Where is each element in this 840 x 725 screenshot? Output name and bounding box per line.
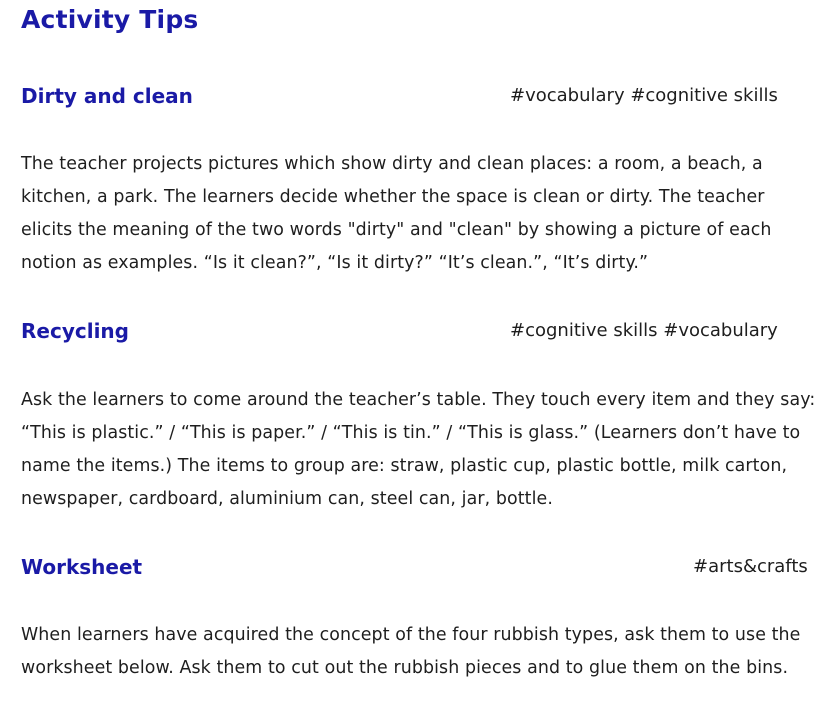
tip-body: When learners have acquired the concept of the four rubbish types, ask them to use the worksheet below. Ask them to cut out the rubbish pieces and to glue them on the bins. xyxy=(21,625,801,678)
tip-tags: #cognitive skills #vocabulary xyxy=(510,320,778,341)
tip-body: Ask the learners to come around the teacher’s table. They touch every item and they say: “This is plastic.” / “This is paper.” / “This is tin.” / “This is glass.” (Learners don’t have to name the items.) The items to group are: straw, plastic cup, plastic bottle, milk carton, newspaper, cardboard, aluminium can, steel can, jar, bottle. xyxy=(21,390,816,509)
tip-body: The teacher projects pictures which show dirty and clean places: a room, a beach, a kitchen, a park. The learners decide whether the space is clean or dirty. The teacher elicits the meaning of the two words "dirty" and "clean" by showing a picture of each notion as examples. “Is it clean?”, “Is it dirty?” “It’s clean.”, “It’s dirty.” xyxy=(21,154,772,273)
tip-title: Recycling xyxy=(21,319,129,343)
tip-header-dirty-and-clean xyxy=(21,81,814,111)
tip-tags: #vocabulary #cognitive skills xyxy=(510,85,778,106)
tip-header-recycling xyxy=(21,316,814,346)
tip-title: Worksheet xyxy=(21,555,143,579)
tip-title: Dirty and clean xyxy=(21,84,193,108)
tip-header-worksheet xyxy=(21,552,814,582)
page-title: Activity Tips xyxy=(21,5,199,34)
tip-tags: #arts&crafts xyxy=(693,556,808,577)
